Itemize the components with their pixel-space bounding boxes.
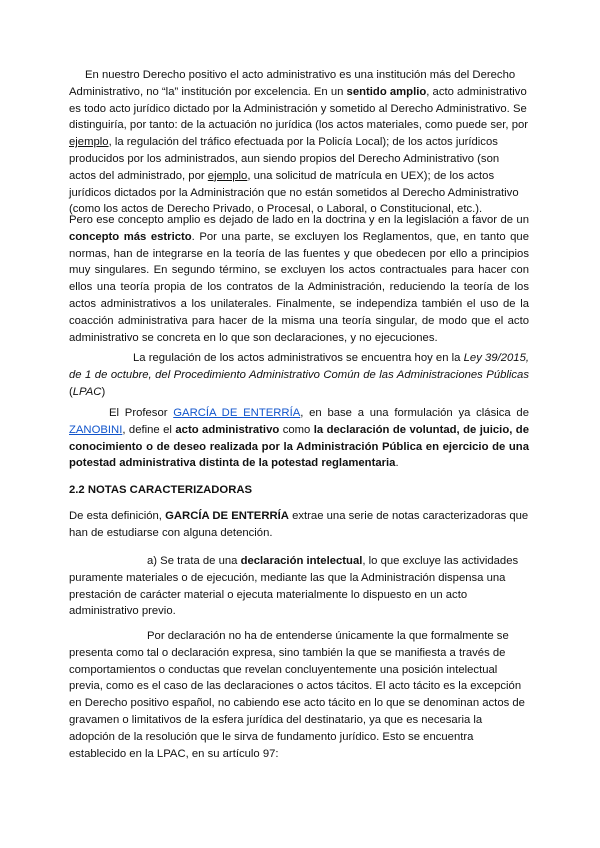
paragraph-acto-tacito: Por declaración no ha de entenderse únicamente la que formalmente se presenta como tal o declaración expresa, sino también la que se manifiesta a través de comportamientos o conductas que revelan concluyentemente una posición intelectual previa, como es el caso de las declaraciones o actos tácitos. El acto tácito es la excepción en Derecho positivo español, no cabiendo ese acto tácito en lo que se denominan actos de gravamen o limitativos de la esfera jurídica del destinatario, ya que es necesaria la adopción de la resolución que le sirva de fundamento jurídico. Esto se encuentra establecido en la LPAC, en su artículo 97: [69,630,525,760]
law-abbreviation: LPAC [72,385,102,398]
paragraph-definicion: El Profesor GARCÍA DE ENTERRÍA, en base a una formulación ya clásica de ZANOBINI, define el acto administrativo como la declaración de voluntad, de juicio, de conocimiento o de deseo realizada por la Administración Pública en ejercicio de una potestad administrativa distinta de la potestad reglamentaria. [69,407,529,470]
law-citation: Ley 39/2015, de 1 de octubre, del Procedimiento Administrativo Común de las Administraciones Públicas [69,352,529,381]
section-heading: 2.2 NOTAS CARACTERIZADORAS [69,484,253,496]
underlined-ejemplo: ejemplo [207,169,248,182]
emphasis-sentido-amplio: sentido amplio [346,85,427,98]
underlined-ejemplo: ejemplo [69,136,109,149]
paragraph-concepto-estricto: Pero ese concepto amplio es dejado de lado en la doctrina y en la legislación a favor de un concepto más estricto. Por una parte, se excluyen los Reglamentos, que, en tanto que normas, han de integrarse en la teoría de las fuentes y que obedecen por ello a principios muy singulares. En segundo término, se excluyen los actos contractuales para hacer con ellos una teoría propia de los contratos de la Administración, reduciendo la teoría de los actos administrativos a los unilaterales. Finalmente, se independiza también el uso de la coacción administrativa para hacer de la misma una teoría singular, de modo que el acto administrativo se concreta en lo que son declaraciones, y no ejecuciones. [69,214,529,344]
emphasis-concepto-estricto: concepto más estricto [69,230,192,243]
paragraph-regulacion-ley: La regulación de los actos administrativos se encuentra hoy en la Ley 39/2015, de 1 de octubre, del Procedimiento Administrativo Común de las Administraciones Públicas (LPAC) [69,352,529,398]
link-garcia-de-enterria[interactable]: GARCÍA DE ENTERRÍA [173,407,301,419]
definition-text: la declaración de voluntad, de juicio, de conocimiento o de deseo realizada por la Administración Pública en ejercicio de una potestad administrativa distinta de la potestad reglamentaria [69,423,529,470]
emphasis-declaracion-intelectual: declaración intelectual [240,555,363,567]
paragraph-notas-intro: De esta definición, GARCÍA DE ENTERRÍA extrae una serie de notas caracterizadoras que han de estudiarse con alguna detención. [69,510,529,539]
paragraph-acto-amplio: En nuestro Derecho positivo el acto administrativo es una institución más del Derecho Administrativo, no “la” institución por excelencia. En un sentido amplio, acto administrativo es todo acto jurídico dictado por la Administración y sometido al Derecho Administrativo. Se distinguiría, por tanto: de la actuación no jurídica (los actos materiales, como puede ser, por ejemplo, la regulación del tráfico efectuada por la Policía Local); de los actos jurídicos producidos por los administrados, aun siendo propios del Derecho Administrativo (son actos del administrado, por ejemplo, una solicitud de matrícula en UEX); de los actos jurídicos dictados por la Administración que no están sometidos al Derecho Administrativo (como los actos de Derecho Privado, o Procesal, o Laboral, o Constitucional, etc.). [69,69,529,216]
emphasis-author: GARCÍA DE ENTERRÍA [165,510,289,522]
paragraph-declaracion-intelectual: a) Se trata de una declaración intelectual, lo que excluye las actividades puramente materiales o de ejecución, mediante las que la Administración dispensa una prestación de carácter material o ejecuta materialmente lo dispuesto en un acto administrativo previo. [69,555,519,618]
link-zanobini[interactable]: ZANOBINI [69,423,123,436]
emphasis-acto-administrativo: acto administrativo [175,423,280,436]
